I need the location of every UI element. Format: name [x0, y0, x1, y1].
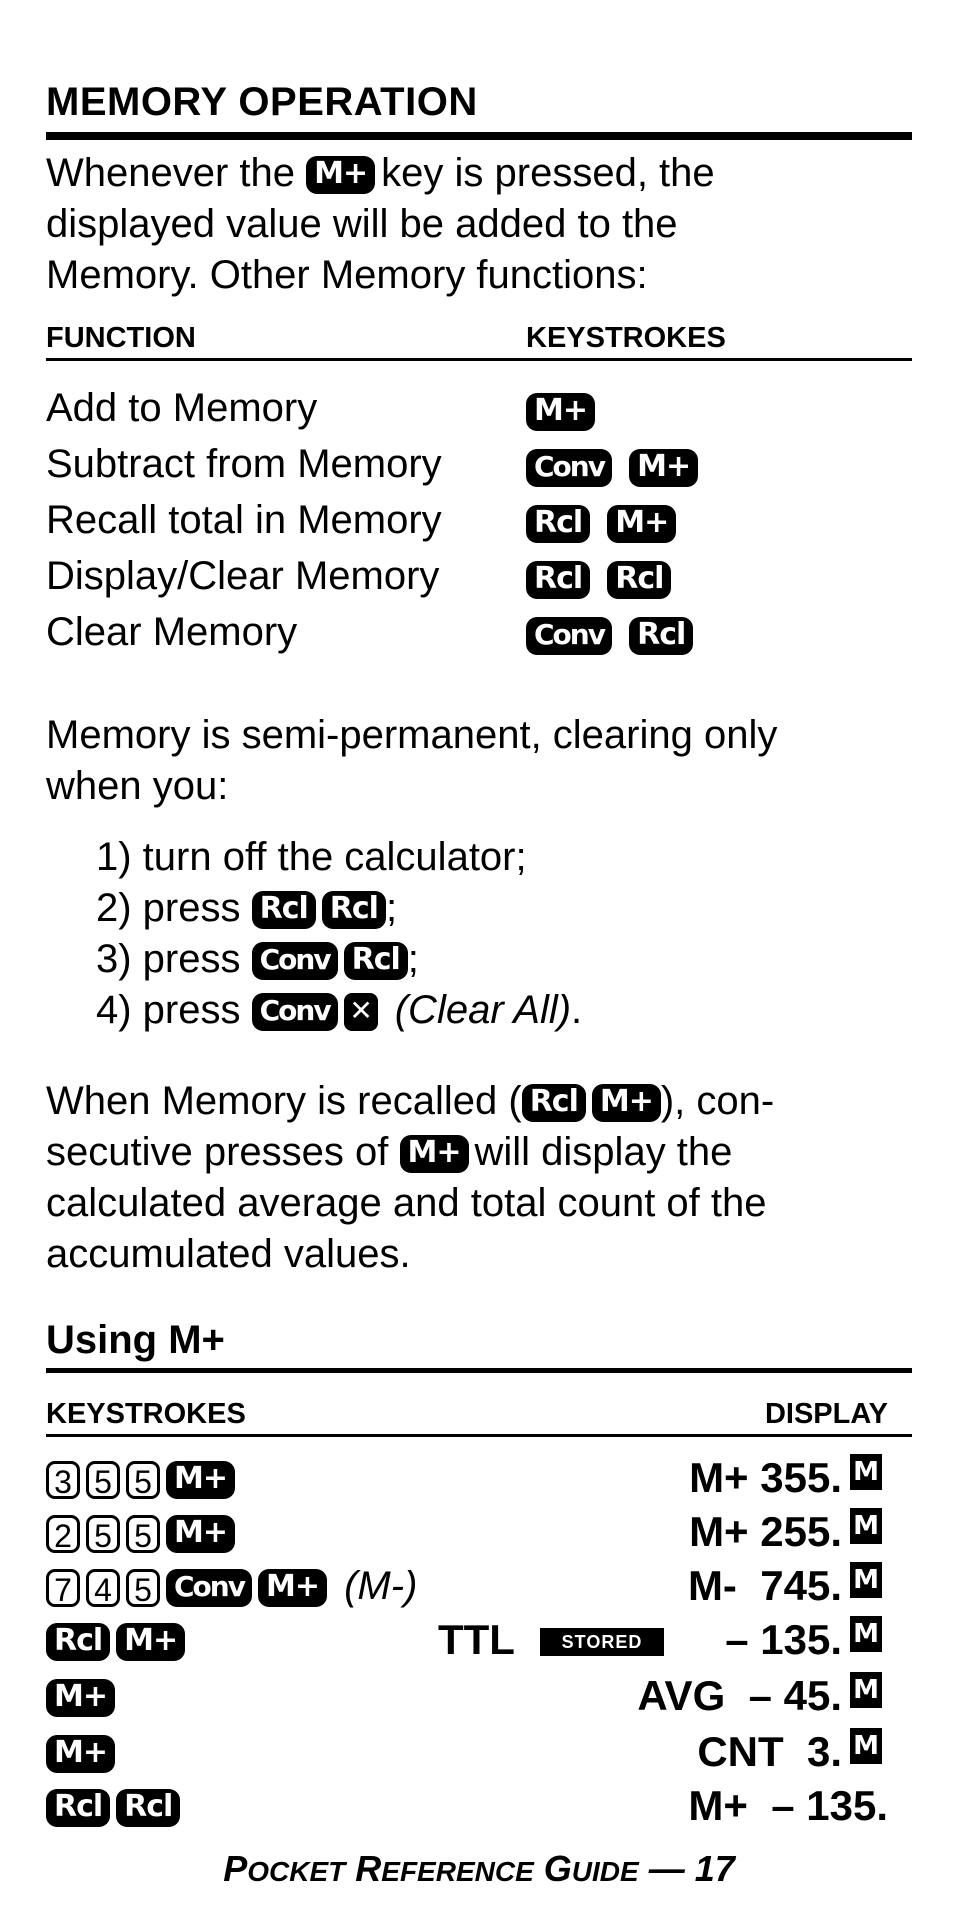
digit-key: 5: [86, 1461, 120, 1499]
rcl-key: Rcl: [526, 561, 590, 599]
example-keystrokes: [46, 1730, 121, 1775]
display-column-header: DISPLAY: [764, 1398, 888, 1430]
example-keystrokes: [46, 1564, 417, 1609]
memory-indicator: M: [850, 1616, 882, 1652]
intro-line-3: Memory. Other Memory functions:: [46, 253, 648, 297]
m-plus-key: M+: [46, 1735, 115, 1773]
function-keys: [526, 388, 601, 433]
multiply-key-icon: ✕: [344, 993, 378, 1031]
display-readout: M+ – 135.: [688, 1782, 888, 1829]
function-row-recall: [46, 494, 912, 550]
function-label: Recall total in Memory: [46, 498, 442, 542]
m-minus-note: (M-): [344, 1564, 418, 1608]
example-keystrokes: [46, 1456, 241, 1501]
list-item: [96, 934, 896, 985]
recall-line-4: accumulated values.: [46, 1232, 411, 1276]
digit-key: 5: [126, 1569, 160, 1607]
m-plus-key: M+: [116, 1623, 185, 1661]
example-keystrokes: [46, 1674, 121, 1719]
list-item-text: 4) press: [96, 988, 241, 1032]
digit-key: 4: [86, 1569, 120, 1607]
recall-text-2: ), con-: [660, 1079, 775, 1123]
function-row-add: [46, 382, 912, 438]
rcl-key: Rcl: [46, 1623, 110, 1661]
conv-key: Conv: [526, 617, 612, 655]
memory-indicator: M: [850, 1672, 882, 1708]
digit-key: 5: [126, 1461, 160, 1499]
example-row: [46, 1780, 912, 1834]
m-plus-key: M+: [592, 1084, 661, 1122]
footer-text: UIDE: [571, 1856, 639, 1887]
keystrokes-column-header: KEYSTROKES: [526, 322, 726, 354]
recall-text-1: When Memory is recalled (: [46, 1079, 522, 1123]
list-item-text: 3) press: [96, 937, 241, 981]
clear-all-note: (Clear All): [394, 988, 572, 1032]
footer-text: EFERENCE: [381, 1856, 534, 1887]
digit-key: 5: [86, 1515, 120, 1553]
digit-key: 5: [126, 1515, 160, 1553]
intro-paragraph: [46, 148, 912, 301]
function-label: Display/Clear Memory: [46, 554, 440, 598]
list-item-punct: ;: [385, 886, 398, 930]
memory-indicator: M: [850, 1508, 882, 1544]
display-readout: M+ 255.: [689, 1508, 842, 1555]
example-title: Using M+: [46, 1318, 912, 1373]
example-keystrokes: [46, 1784, 186, 1829]
example-table-header: [46, 1396, 912, 1437]
rcl-key: Rcl: [526, 505, 590, 543]
footer-text: P: [223, 1848, 248, 1889]
example-row: [46, 1506, 912, 1560]
function-keys: [526, 612, 699, 657]
example-row: [46, 1614, 912, 1668]
digit-key: 2: [46, 1515, 80, 1553]
rcl-key: Rcl: [46, 1789, 110, 1827]
intro-text-2: key is pressed, the: [381, 151, 715, 195]
digit-key: 7: [46, 1569, 80, 1607]
list-item-punct: ;: [407, 937, 419, 981]
recall-text-3: secutive presses of: [46, 1130, 389, 1174]
rcl-key: Rcl: [322, 891, 386, 929]
list-item-punct: .: [571, 988, 583, 1032]
display-readout: M+ 355.: [689, 1454, 842, 1501]
conv-key: Conv: [252, 993, 338, 1031]
rcl-key: Rcl: [116, 1789, 180, 1827]
stored-indicator: STORED: [540, 1628, 664, 1656]
conv-key: Conv: [252, 942, 338, 980]
ttl-label: TTL: [438, 1616, 515, 1663]
rcl-key: Rcl: [607, 561, 671, 599]
page-footer: [46, 1848, 912, 1890]
intro-text-1: Whenever the: [46, 151, 296, 195]
conv-key: Conv: [526, 449, 612, 487]
function-row-clear: [46, 606, 912, 662]
function-label: Clear Memory: [46, 610, 298, 654]
intro-line-2: displayed value will be added to the: [46, 202, 678, 246]
semi-permanent-line-2: when you:: [46, 764, 229, 808]
footer-text: G: [543, 1848, 572, 1889]
page-number: — 17: [648, 1848, 735, 1889]
example-keystrokes: [46, 1510, 241, 1555]
function-table-header: [46, 320, 912, 361]
m-plus-key: M+: [400, 1135, 469, 1173]
function-label: Add to Memory: [46, 386, 318, 430]
m-plus-key: M+: [306, 156, 375, 194]
clear-conditions-list: [96, 832, 896, 1036]
function-label: Subtract from Memory: [46, 442, 442, 486]
example-row: [46, 1726, 912, 1780]
rcl-key: Rcl: [344, 942, 408, 980]
m-plus-key: M+: [166, 1461, 235, 1499]
m-plus-key: M+: [526, 393, 595, 431]
memory-indicator: M: [850, 1454, 882, 1490]
display-readout: M- 745.: [687, 1562, 842, 1609]
example-row: [46, 1670, 912, 1724]
display-readout: – 135.: [725, 1616, 842, 1663]
m-plus-key: M+: [258, 1569, 327, 1607]
m-plus-key: M+: [629, 449, 698, 487]
rcl-key: Rcl: [522, 1084, 586, 1122]
recall-text-4: will display the: [474, 1130, 733, 1174]
keystrokes-column-header: KEYSTROKES: [46, 1398, 246, 1430]
rcl-key: Rcl: [252, 891, 316, 929]
m-plus-key: M+: [607, 505, 676, 543]
list-item: [96, 985, 896, 1036]
example-row: [46, 1560, 912, 1614]
semi-permanent-line-1: Memory is semi-permanent, clearing only: [46, 713, 778, 757]
function-column-header: FUNCTION: [46, 322, 196, 354]
semi-permanent-paragraph: [46, 710, 912, 812]
function-keys: [526, 444, 704, 489]
list-item: 1) turn off the calculator;: [96, 835, 527, 879]
m-plus-key: M+: [166, 1515, 235, 1553]
list-item-text: 2) press: [96, 886, 241, 930]
display-readout: CNT 3.: [697, 1728, 842, 1775]
function-keys: [526, 500, 682, 545]
memory-indicator: M: [850, 1562, 882, 1598]
function-row-display-clear: [46, 550, 912, 606]
m-plus-key: M+: [46, 1679, 115, 1717]
recall-paragraph: [46, 1076, 912, 1280]
footer-text: OCKET: [247, 1856, 346, 1887]
section-title: MEMORY OPERATION: [46, 78, 912, 140]
display-readout: AVG – 45.: [637, 1672, 842, 1719]
example-keystrokes: [46, 1618, 191, 1663]
footer-text: R: [355, 1848, 382, 1889]
conv-key: Conv: [166, 1569, 252, 1607]
digit-key: 3: [46, 1461, 80, 1499]
function-row-subtract: [46, 438, 912, 494]
memory-indicator: M: [850, 1728, 882, 1764]
rcl-key: Rcl: [629, 617, 693, 655]
function-keys: [526, 556, 677, 601]
example-row: [46, 1452, 912, 1506]
list-item: [96, 883, 896, 934]
recall-line-3: calculated average and total count of the: [46, 1181, 767, 1225]
